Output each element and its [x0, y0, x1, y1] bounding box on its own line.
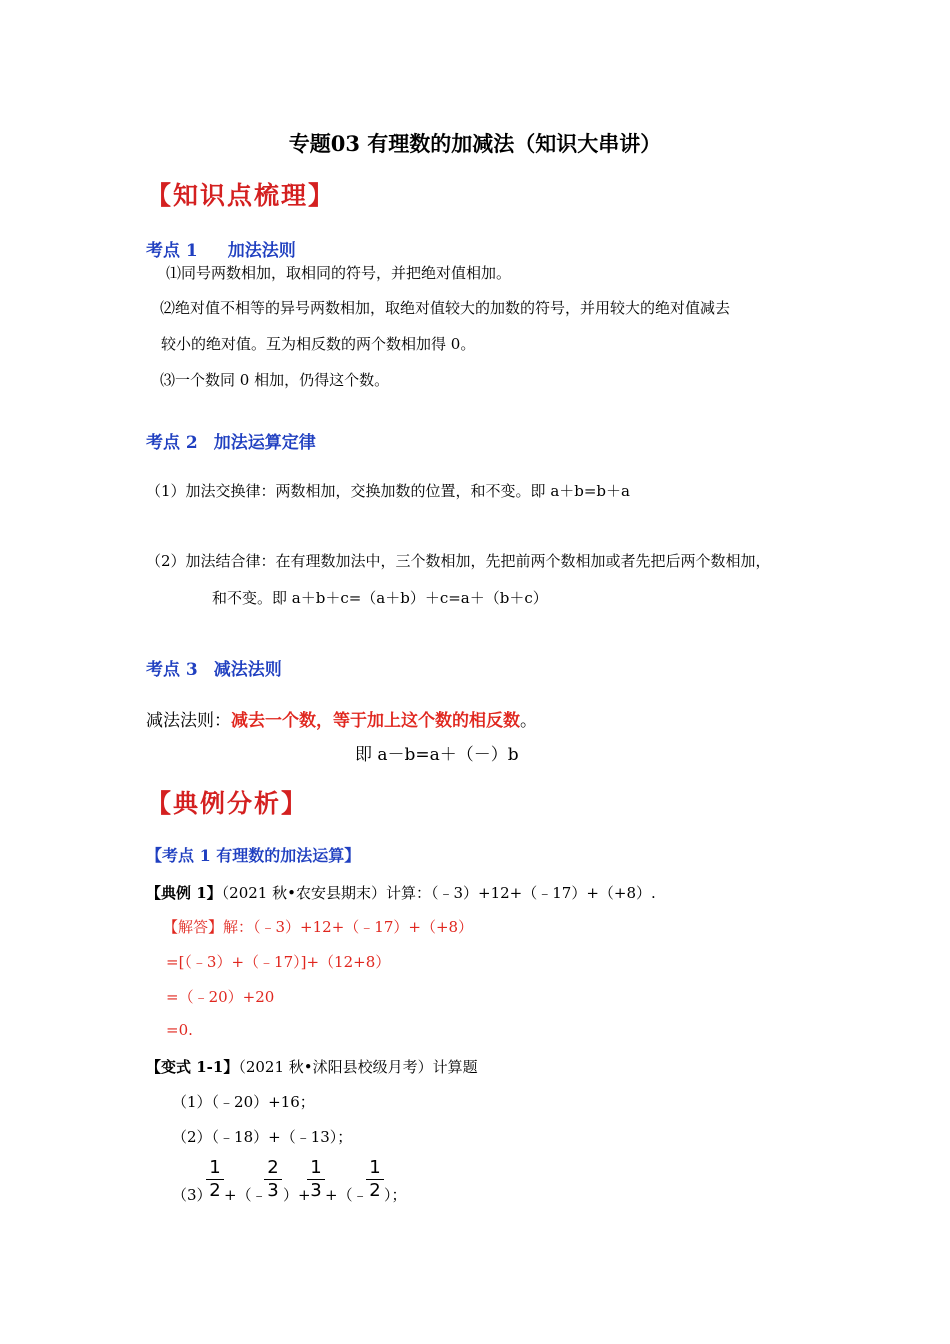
- kp1-line-2: ⑵绝对值不相等的异号两数相加，取绝对值较大的加数的符号，并用较大的绝对值减去: [160, 299, 731, 317]
- fraction-2-den: 3: [267, 1180, 279, 1201]
- kp1-line-3: 较小的绝对值。互为相反数的两个数相加得 0。: [161, 335, 476, 353]
- examples-section-heading: 【考点 1 有理数的加法运算】: [146, 846, 361, 865]
- variant-item-3-op-4: ）；: [384, 1186, 407, 1204]
- kp1-label: 考点 1: [146, 241, 198, 261]
- variant-item-3-op-3: +（﹣: [325, 1186, 368, 1204]
- kp3-formula: 即 a－b=a＋（－）b: [355, 745, 519, 765]
- kp2-label: 考点 2: [146, 433, 198, 453]
- variant-item-1: （1）（﹣20）+16；: [172, 1093, 315, 1111]
- fraction-4: [366, 1158, 384, 1201]
- example1-answer-line: [163, 916, 473, 937]
- kp3-rule: [146, 706, 537, 731]
- variant-tag: 【变式 1-1】: [146, 1058, 239, 1076]
- fraction-3-den: 3: [310, 1180, 322, 1201]
- example1-question: （2021 秋•农安县期末）计算：（﹣3）+12+（﹣17）+（+8）.: [221, 884, 656, 902]
- kp3-rule-text: 减去一个数，等于加上这个数的相反数: [231, 711, 520, 731]
- fraction-2: [264, 1158, 282, 1201]
- fraction-1-num: 1: [209, 1157, 221, 1178]
- example1-step-2: =（﹣20）+20: [166, 988, 275, 1006]
- section-banner-examples: 【典例分析】: [146, 789, 309, 818]
- kp1-title: 加法法则: [227, 241, 296, 261]
- fraction-2-num: 2: [267, 1157, 279, 1178]
- kp2-line-1: （1）加法交换律：两数相加，交换加数的位置，和不变。即 a＋b=b＋a: [146, 482, 630, 500]
- page-title: 专题03 有理数的加减法（知识大串讲）: [288, 131, 662, 156]
- kp3-heading: [146, 655, 282, 680]
- variant-question: （2021 秋•沭阳县校级月考）计算题: [238, 1058, 478, 1076]
- example1-step-3: =0.: [166, 1021, 193, 1039]
- example1-question-line: [146, 882, 656, 903]
- kp2-heading: [146, 428, 316, 453]
- kp2-line-3: 和不变。即 a＋b＋c=（a＋b）＋c=a＋（b＋c）: [212, 589, 548, 607]
- kp3-label: 考点 3: [146, 660, 198, 680]
- kp1-heading: [146, 236, 296, 261]
- variant-item-2: （2）（﹣18）+（﹣13）；: [172, 1128, 353, 1146]
- kp3-rule-suffix: 。: [520, 711, 537, 731]
- variant-item-3-op-2: ）+: [283, 1186, 311, 1204]
- fraction-3-num: 1: [310, 1157, 322, 1178]
- kp2-line-2: （2）加法结合律：在有理数加法中，三个数相加，先把前两个数相加或者先把后两个数相加，: [146, 552, 771, 570]
- example1-answer-tag: 【解答】: [163, 918, 224, 936]
- fraction-1-den: 2: [209, 1180, 221, 1201]
- variant-item-3-op-1: +（﹣: [224, 1186, 267, 1204]
- section-banner-knowledge: 【知识点梳理】: [146, 181, 336, 210]
- example1-step-1: =[（﹣3）+（﹣17）]+（12+8）: [166, 953, 391, 971]
- kp2-title: 加法运算定律: [213, 433, 316, 453]
- variant-question-line: [146, 1056, 478, 1077]
- example1-tag: 【典例 1】: [146, 884, 222, 902]
- kp1-line-1: ⑴同号两数相加，取相同的符号，并把绝对值相加。: [166, 264, 512, 282]
- kp1-line-4: ⑶一个数同 0 相加，仍得这个数。: [160, 371, 390, 389]
- fraction-3: [307, 1158, 325, 1201]
- kp3-rule-prefix: 减法法则：: [146, 711, 231, 731]
- kp3-title: 减法法则: [213, 660, 282, 680]
- variant-item-3-prefix: （3）: [172, 1186, 212, 1204]
- fraction-4-den: 2: [369, 1180, 381, 1201]
- fraction-4-num: 1: [369, 1157, 381, 1178]
- fraction-1: [206, 1158, 224, 1201]
- example1-answer-head: 解：（﹣3）+12+（﹣17）+（+8）: [223, 918, 474, 936]
